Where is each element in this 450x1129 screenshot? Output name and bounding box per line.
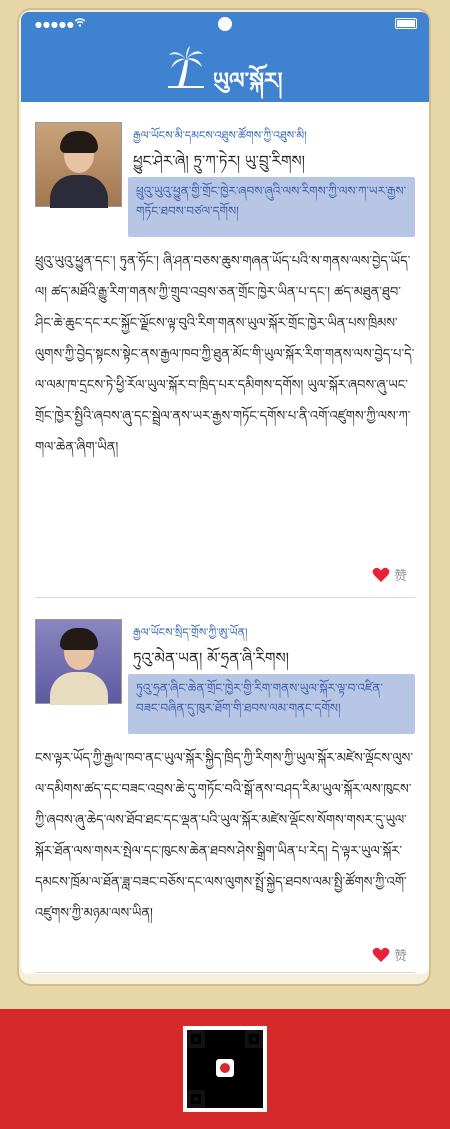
member-photo [35,122,122,207]
signal-dots: ●●●●● [35,20,75,29]
divider [35,972,415,973]
like-label: 赞 [393,569,407,584]
member-position: རྒྱལ་ཡོངས་མི་དམངས་འཐུས་ཚོགས་ཀྱི་འཐུས་མི། [133,129,307,142]
like-button[interactable] [372,565,407,584]
content-panel [21,102,429,974]
member-photo [35,619,122,704]
member-quote: ཏུའུ་ཧྲན་ཞིང་ཆེན་གྲོང་ཁྱེར་གྱི་རིག་གནས་ཡུལ་སྐོར་ལྟ་བ་འཛིན་བཟང་བཞིན་དུ་ཁུར་ཐོག་གི་ཐབས་ལམ་གནང་དགོས། [128,674,415,734]
member-body-text: ཕྲུའུ་ཡུའུ་ཕྱུན་དང་། ཏུན་ཧོང་། ཞི་ཤན་བཅས་ཆུས་གཞན་ཡོད་པའི་ས་གནས་ལས་བྱེད་ཡོད་ལ། ཚད་མཐོའི་རྒྱུ་རིག་གནས་ཀྱི་གྲུབ་འབྲས་ཅན་གྲོང་ཁྱེར་ཡིན་པ་དང་། ཚད་མཐུན་ཐུབ་ཤིང་ཆེ་ཆུང་དང་རང་སྐྱོང་ལྗོངས་ལྟ་བུའི་རིག་གནས་ཡུལ་སྐོར་གྲོང་ཁྱེར་ཡིན་པས་ཁྲིམས་ལུགས་ཀྱི་བྱེད་སྟངས་སྟེང་ནས་རྒྱལ་ཁབ་ཀྱི་ཐུན་མོང་གི་ཡུལ་སྐོར་རིག་གནས་ལས་བྱེད་པ་དེ་ལ་ལམ་ཁ་དྲངས་ཏེ་ཕྱི་རོལ་ཡུལ་སྐོར་བ་ཁྲིད་པར་དམིགས་དགོས། ཡུལ་སྐོར་ཞབས་ཞུ་ཡང་གྲོང་ཁྱེར་སྤྱིའི་ཞབས་ཞུ་དང་སྦྲེལ་ནས་ཡར་རྒྱས་གཏོང་དགོས་པ་ནི་འགོ་འཛུགས་ཀྱི་ལས་ཀ་གལ་ཆེན་ཞིག་ཡིན། [35,254,415,455]
member-card [35,122,415,592]
like-button[interactable] [372,945,407,964]
member-card [35,619,415,969]
app-title: ཡུལ་སྐོར། [213,68,283,94]
member-position: རྒྱལ་ཡོངས་སྲིད་གྲོས་ཀྱི་ཨུ་ཡོན། [133,626,248,639]
member-name: ཕྱུང་ཤེར་ཞེ། ཏྲུ་ཀ་ཏེར། ཡུ་བྲུ་རིགས། [133,152,305,170]
member-quote: ཕྲུའུ་ཡུའུ་ཕྱུན་གྱི་གྲོང་ཁྱེར་ཞབས་ཞུའི་ལས་རིགས་ཀྱི་ལས་ཀ་ཡར་རྒྱས་གཏོང་ཐབས་བཙལ་དགོས། [128,177,415,237]
app-header [21,12,429,102]
battery-icon [395,18,417,29]
qr-code [183,1026,267,1112]
like-label: 赞 [393,949,407,964]
member-body-text: ངས་ལྟར་ཡོད་ཀྱི་རྒྱལ་ཁབ་ནང་ཡུལ་སྐོར་སྐྱིད་ཁྲིད་ཀྱི་རིགས་ཀྱི་ཡུལ་སྐོར་མཛེས་ལྡོངས་ལུས་ལ་དམིགས་ཚད་དང་བཟང་འབྲས་ཆེ་དུ་གཏོང་བའི་སྒོ་ནས་བཤད་རིམ་ཡུལ་སྐོར་ལས་ཁུངས་ཀྱི་ཞབས་ཞུ་ཆེད་ལས་ཐོབ་ཐང་དང་ལྡན་པའི་ཡུལ་སྐོར་མཛེས་ལྡོངས་སོགས་གསར་དུ་ཡུལ་སྐོར་ཐོན་ལས་གསར་སྤེལ་དང་ཁུངས་ཆེན་ཐབས་ཤེས་སྒྲིག་ཡིན་པ་རེད། དེ་ལྟར་ཡུལ་སྐོར་དམངས་ཁྲོམ་ལ་ཐོན་ཟླ་བཟང་བཅོས་དང་ལས་ལུགས་སྤྲོ་སྐྱེད་ཐབས་ལམ་སྤྱི་ཚོགས་ཀྱི་འགོ་འཛུགས་ཀྱི་མཉམ་ལས་ཡིན། [35,751,414,921]
qr-logo-icon [216,1059,234,1077]
camera-icon [218,17,232,31]
divider [35,597,415,598]
heart-icon [372,947,390,963]
heart-icon [372,567,390,583]
wifi-icon [74,18,86,27]
member-name: ཏུའུ་མེན་ཡན། མོ་ཧྲན་ཞི་རིགས། [133,649,289,667]
palm-tree-icon [168,46,204,88]
